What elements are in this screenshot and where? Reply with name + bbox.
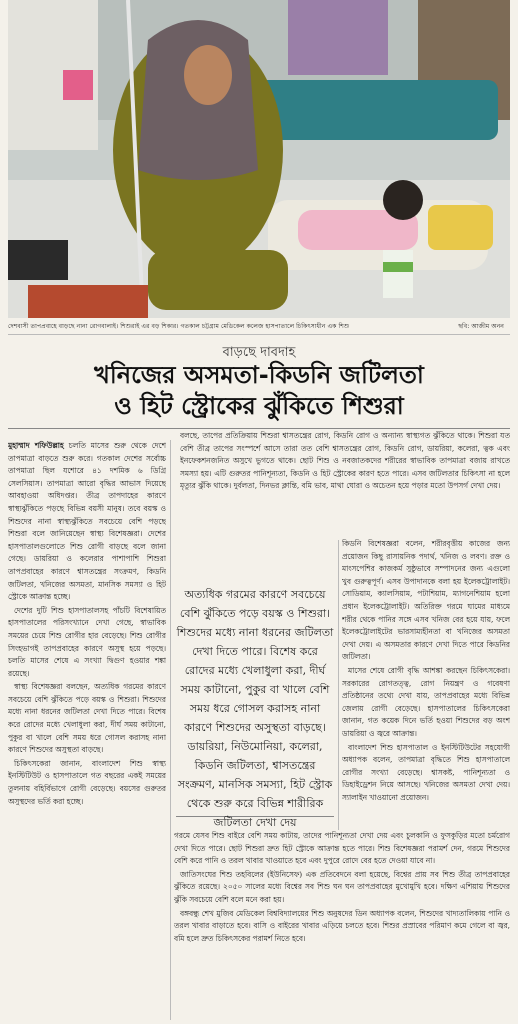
left-paragraph-3: স্বাস্থ্য বিশেষজ্ঞরা বলছেন, অত্যধিক গরমের কারণে সবচেয়ে বেশি ঝুঁকিতে পড়ে বয়স্ক ও শিশুরা। শিশুদের মধ্যে নানা ধরনের জটিলতা দেখা দিতে পারে। বিশেষ করে রোদের মধ্যে খেলাধুলা করা, দীর্ঘ সময় কাটানো, পুকুর বা খালে বেশি সময় ধরে গোসল করাসহ নানা কারণে শিশুদের অসুস্থতা বাড়ছে। (8, 682, 166, 755)
right-paragraph-2: মাসের শেষে রোগী বৃদ্ধি আশঙ্কা করছেন চিকিৎসকেরা। সরকারের রোগতত্ত্ব, রোগ নিয়ন্ত্রণ ও গবেষণা প্রতিষ্ঠানের তথ্যে দেখা যায়, তাপপ্রবাহের মধ্যে বিভিন্ন জেলায় রোগী বেড়েছে। হাসপাতালের চিকিৎসকেরা জানান, গত কয়েক দিনে ভর্তি হওয়া শিশুদের বড় অংশ ডায়রিয়া ও জ্বরে আক্রান্ত। (342, 665, 510, 738)
headline (0, 360, 518, 422)
right-top-paragraph: বলছে, তাপের প্রতিক্রিয়ায় শিশুরা শ্বাসতন্ত্রের রোগ, কিডনি রোগ ও অন্যান্য স্বাস্থ্যগত ঝুঁকিতে থাকে। শিশুরা যত বেশি তীব্র তাপের সংস্পর্শে আসে তারা তত বেশি শ্বাসতন্ত্রের রোগ, কিডনি রোগ, ডায়রিয়া, কলেরা, ত্বক এবং ইনফেকশনজনিত অসুখে ভুগতে থাকে। ছোট শিশু ও নবজাতকদের শরীরের স্বাভাবিক তাপমাত্রা বজায় রাখতে সমস্যা হয়। এটি গুরুতর পানিশূন্যতা, কিডনি ও হিট স্ট্রোকের কারণ হতে পারে। এসব জটিলতার চিকিৎসা না হলে মৃত্যুর ঝুঁকি থাকে। দুর্বলতা, দিনভর ক্লান্তি, বমি ভাব, মাথা ঘোরা ও অচেতন হয়ে পড়ার মতো উপসর্গ দেখা দেয়। (180, 431, 510, 491)
headline-rule (8, 428, 510, 429)
kicker: বাড়ছে দাবদাহ (222, 345, 296, 360)
article-paragraph (8, 440, 166, 604)
left-paragraph-1: চলতি মাসের শুরু থেকে দেশে তাপমাত্রা বাড়তে শুরু করে। গতকাল দেশের সর্বোচ্চ তাপমাত্রা ছিল যশোরে ৪১ দশমিক ৬ ডিগ্রি সেলসিয়াস। তাপমাত্রা আরো বৃদ্ধির আভাস দিয়েছে আবহাওয়া অধিদপ্তর। তীব্র তাপদাহের কারণে স্বাস্থ্যঝুঁকিতে পড়ছে বিভিন্ন বয়সী মানুষ। তবে বয়স্ক ও শিশুদের নানা স্বাস্থ্যঝুঁকিতে সবচেয়ে বেশি পড়ছে শিশুরা বলে জানিয়েছেন স্বাস্থ্য বিশেষজ্ঞরা। দেশের হাসপাতালগুলোতে শিশু রোগী বাড়ছে বলে জানা গেছে। ডায়রিয়া ও কলেরার পাশাপাশি শিশুরা তাপপ্রবাহের কারণে শ্বাসতন্ত্রের সংক্রমণ, কিডনি জটিলতা, খনিজের অসমতা, মানসিক সমস্যা ও হিট স্ট্রোকে আক্রান্ত হচ্ছে। (8, 441, 166, 602)
column-divider (338, 540, 339, 830)
photo-caption (8, 320, 510, 335)
headline-line-2: ও হিট স্ট্রোকের ঝুঁকিতে শিশুরা (114, 392, 404, 420)
photo-credit: ছবি: আজীম অনন (458, 323, 504, 330)
headline-line-1: খনিজের অসমতা-কিডনি জটিলতা (94, 361, 424, 389)
column-divider (170, 440, 171, 1020)
left-paragraph-2: দেশের দুটি শিশু হাসপাতালসহ পাঁচটি বিশেষায়িত হাসপাতালের পরিসংখ্যানে দেখা গেছে, স্বাভাবিক সময়ের চেয়ে শিশু রোগীর হার বেড়েছে। শিশু রোগীর সিংহভাগই তাপপ্রবাহের কারণে অসুস্থ হয়ে পড়ছে। চলতি মাসের শেষে এ সংখ্যা দ্বিগুণ হওয়ার শঙ্কা রয়েছে। (8, 605, 166, 678)
caption-text: দেশবাসী তাপপ্রবাহে বাড়ছে নানা রোগবালাই। শিশুরাই এর বড় শিকার। গতকাল চট্টগ্রাম মেডিকেল কলেজ হাসপাতালে চিকিৎসাধীন এক শিশু (8, 323, 350, 330)
low-paragraph-2: জাতিসংঘের শিশু তহবিলের (ইউনিসেফ) এক প্রতিবেদনে বলা হয়েছে, বিশ্বের প্রায় সব শিশু তীব্র তাপপ্রবাহের ঝুঁকিতে রয়েছে। ২০৫০ সালের মধ্যে বিশ্বের সব শিশু ঘন ঘন তাপপ্রবাহের মুখোমুখি হবে। দক্ষিণ এশিয়ায় শিশুদের ঝুঁকি সবচেয়ে বেশি বলে মনে করা হয়। (174, 869, 510, 904)
right-paragraph-1: কিডনি বিশেষজ্ঞরা বলেন, শরীরবৃত্তীয় কাজের জন্য প্রয়োজন কিছু রাসায়নিক পদার্থ, খনিজ ও লবণ। রক্ত ও মাংসপেশির কাজকর্ম সুষ্ঠুভাবে সম্পাদনের জন্য এগুলো খুব গুরুত্বপূর্ণ। এসব উপাদানকে বলা হয় ইলেকট্রোলাইট। সোডিয়াম, ক্যালসিয়াম, পটাশিয়াম, ম্যাগনেশিয়াম হলো প্রধান ইলেকট্রোলাইট। অতিরিক্ত গরমে ঘামের মাধ্যমে শরীর থেকে পানির সঙ্গে এসব খনিজ বের হয়ে যায়, ফলে ইলেকট্রোলাইটের ভারসাম্যহীনতা বা খনিজের অসমতা দেখা দেয়। এ অসমতার কারণে দেখা দিতে পারে কিডনির জটিলতা। (342, 539, 510, 662)
byline: মুহাম্মাদ শফিউল্লাহ (8, 441, 64, 450)
low-paragraph-1: গরমে যেসব শিশু বাইরে বেশি সময় কাটায়, তাদের পানিশূন্যতা দেখা দেয় এবং চুলকানি ও ফুসকুড়ির মতো চর্মরোগ দেখা দিতে পারে। ছোট শিশুরা দ্রুত হিট স্ট্রোকে আক্রান্ত হতে পারে। শিশু বিশেষজ্ঞরা পরামর্শ দেন, গরমে শিশুদের বেশি করে পানি ও তরল খাবার খাওয়াতে হবে এবং দুপুরে রোদে বের হতে দেওয়া যাবে না। (174, 831, 510, 866)
article-column-bottom (174, 830, 510, 1022)
article-column-right (342, 538, 510, 830)
low-paragraph-3: বঙ্গবন্ধু শেখ মুজিব মেডিকেল বিশ্ববিদ্যালয়ের শিশু অনুষদের ডিন অধ্যাপক বলেন, শিশুদের খাদ্যতালিকায় পানি ও তরল খাবার বাড়াতে হবে। বাসি ও বাইরের খাবার এড়িয়ে চলতে হবে। শিশুর প্রস্রাবের পরিমাণ কমে গেলে বা জ্বর, বমি হলে দ্রুত চিকিৎসকের পরামর্শ নিতে হবে। (174, 908, 510, 943)
article-column-top-right (180, 430, 510, 538)
article-column-left (8, 440, 166, 1022)
right-paragraph-3: বাংলাদেশ শিশু হাসপাতাল ও ইনস্টিটিউটের সহযোগী অধ্যাপক বলেন, তাপমাত্রা বৃদ্ধিতে শিশু হাসপাতালে রোগীর সংখ্যা বেড়েছে। শ্বাসকষ্ট, পানিশূন্যতা ও ডিহাইড্রেশন নিয়ে আসছে। খনিজের অসমতা দেখা দেয়। স্যালাইন খাওয়ানো প্রয়োজন। (342, 742, 510, 802)
pull-quote: অত্যধিক গরমের কারণে সবচেয়ে বেশি ঝুঁকিতে পড়ে বয়স্ক ও শিশুরা। শিশুদের মধ্যে নানা ধরনের জটিলতা দেখা দিতে পারে। বিশেষ করে রোদের মধ্যে খেলাধুলা করা, দীর্ঘ সময় কাটানো, পুকুর বা খালে বেশি সময় ধরে গোসল করাসহ নানা কারণে শিশুদের অসুস্থতা বাড়ছে। ডায়রিয়া, নিউমোনিয়া, কলেরা, কিডনি জটিলতা, শ্বাসতন্ত্রের সংক্রমণ, মানসিক সমস্যা, হিট স্ট্রোক থেকে শুরু করে বিভিন্ন শারীরিক জটিলতা দেখা দেয় (176, 585, 334, 817)
news-photo (8, 0, 510, 318)
left-paragraph-4: চিকিৎসকেরা জানান, বাংলাদেশ শিশু স্বাস্থ্য ইনস্টিটিউট ও হাসপাতালে গত বছরের একই সময়ের তুলনায় বহির্বিভাগে রোগী বেড়েছে। বয়সের গুরুতর অসুস্থদের ভর্তি করা হচ্ছে। (8, 758, 166, 806)
hospital-photo-illustration (8, 0, 510, 318)
